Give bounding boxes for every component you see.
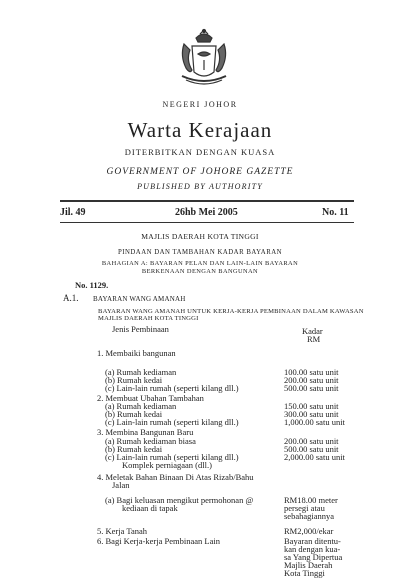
item-6-rate-line2: kan dengan kua- xyxy=(284,544,341,554)
issue-rule-top xyxy=(60,200,354,202)
item-2c-rate: 1,000.00 satu unit xyxy=(284,417,345,427)
issue-rule-bottom xyxy=(60,222,354,223)
issue-volume: Jil. 49 xyxy=(60,207,86,218)
item-3b: (b) Rumah kedai xyxy=(105,444,163,454)
issue-number: No. 11 xyxy=(322,207,349,218)
item-6-rate-line5: Kota Tinggi xyxy=(284,568,325,578)
item-2a: (a) Rumah kediaman xyxy=(105,401,177,411)
item-6-rate-line4: Majlis Daerah xyxy=(284,560,333,570)
johor-coat-of-arms-emblem xyxy=(172,28,236,92)
item-1b-rate: 200.00 satu unit xyxy=(284,375,339,385)
item-6-rate-line1: Bayaran ditentu- xyxy=(284,536,341,546)
part-heading-line1: BAHAGIAN A: BAYARAN PELAN DAN LAIN-LAIN BAYARAN xyxy=(101,260,299,267)
item-1c: (c) Lain-lain rumah (seperti kilang dll.) xyxy=(105,383,239,393)
gazette-subtitle: DITERBITKAN DENGAN KUASA xyxy=(124,147,276,157)
item-2-title: 2. Membuat Ubahan Tambahan xyxy=(97,393,204,403)
description-line2: MAJLIS DAERAH KOTA TINGGI xyxy=(98,315,199,322)
item-4a-rate-line3: sebahagiannya xyxy=(284,511,335,521)
item-3c-rate: 2,000.00 satu unit xyxy=(284,452,345,462)
column-header-type: Jenis Pembinaan xyxy=(112,324,169,334)
item-2b: (b) Rumah kedai xyxy=(105,409,163,419)
item-1-title: 1. Membaiki bangunan xyxy=(97,348,176,358)
section-title: BAYARAN WANG AMANAH xyxy=(93,295,186,303)
item-2a-rate: 150.00 satu unit xyxy=(284,401,339,411)
item-6-rate-line3: sa Yang Dipertua xyxy=(284,552,343,562)
state-name: NEGERI JOHOR xyxy=(162,100,238,109)
section-number: A.1. xyxy=(63,293,79,303)
part-heading-line2: BERKENAAN DENGAN BANGUNAN xyxy=(141,268,259,275)
item-3c: (c) Lain-lain rumah (seperti kilang dll.) xyxy=(105,452,239,462)
item-6-title: 6. Bagi Kerja-kerja Pembinaan Lain xyxy=(97,536,220,546)
item-1b: (b) Rumah kedai xyxy=(105,375,163,385)
column-header-currency: RM xyxy=(307,334,321,344)
gazette-title: Warta Kerajaan xyxy=(127,118,273,142)
council-heading: MAJLIS DAERAH KOTA TINGGI xyxy=(141,232,259,241)
description-line1: BAYARAN WANG AMANAH UNTUK KERJA-KERJA PEMBINAAN DALAM KAWASAN xyxy=(98,308,364,315)
notice-number: No. 1129. xyxy=(75,280,109,290)
item-5-rate: RM2,000/ekar xyxy=(284,526,334,536)
item-1c-rate: 500.00 satu unit xyxy=(284,383,339,393)
item-4a-rate-line1: RM18.00 meter xyxy=(284,495,338,505)
item-2c: (c) Lain-lain rumah (seperti kilang dll.) xyxy=(105,417,239,427)
item-2b-rate: 300.00 satu unit xyxy=(284,409,339,419)
item-4a-rate-line2: persegi atau xyxy=(284,503,325,513)
issue-date: 26hb Mei 2005 xyxy=(175,207,238,218)
column-header-rate: Kadar xyxy=(302,326,323,336)
item-4a: (a) Bagi keluasan mengikut permohonan @ xyxy=(105,495,254,505)
item-3c-continued: Komplek perniagaan (dll.) xyxy=(122,460,212,470)
item-5-title: 5. Kerja Tanah xyxy=(97,526,147,536)
item-3a: (a) Rumah kediaman biasa xyxy=(105,436,196,446)
item-1a-rate: 100.00 satu unit xyxy=(284,367,339,377)
item-4-title-continued: Jalan xyxy=(112,480,130,490)
gazette-english-title: GOVERNMENT OF JOHORE GAZETTE xyxy=(106,167,294,177)
gazette-english-subtitle: PUBLISHED BY AUTHORITY xyxy=(137,182,263,191)
item-1a: (a) Rumah kediaman xyxy=(105,367,177,377)
amendment-heading: PINDAAN DAN TAMBAHAN KADAR BAYARAN xyxy=(117,249,283,256)
item-3-title: 3. Membina Bangunan Baru xyxy=(97,427,194,437)
item-3a-rate: 200.00 satu unit xyxy=(284,436,339,446)
item-4-title: 4. Meletak Bahan Binaan Di Atas Rizab/Bahu xyxy=(97,472,254,482)
item-4a-continued: kediaan di tapak xyxy=(122,503,178,513)
item-3b-rate: 500.00 satu unit xyxy=(284,444,339,454)
